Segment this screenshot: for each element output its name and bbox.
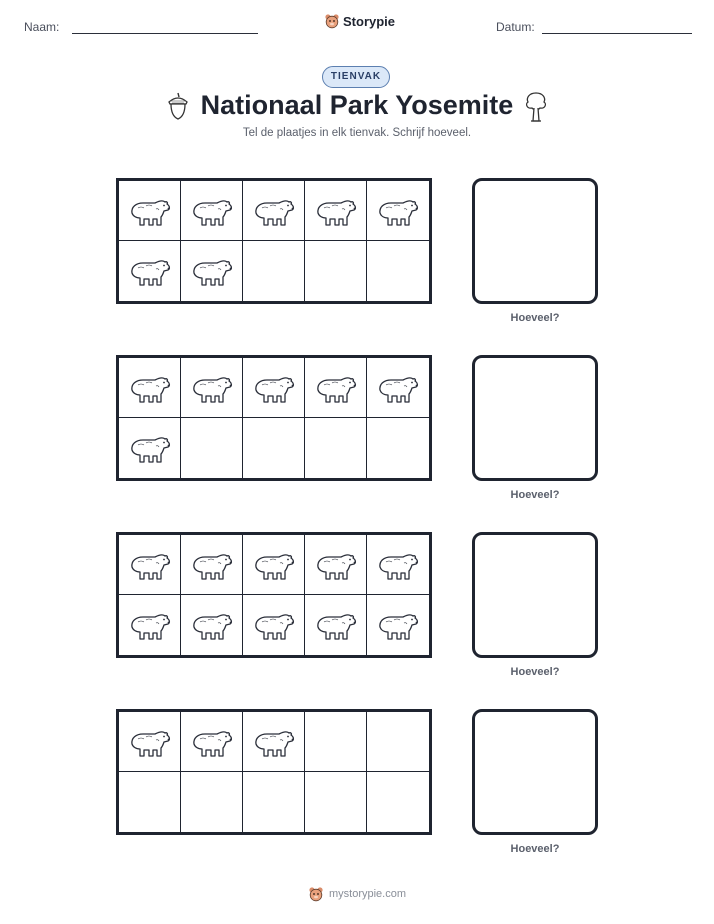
bear-icon (252, 607, 296, 643)
bear-icon (314, 547, 358, 583)
frame-cell (305, 181, 367, 241)
bear-icon (252, 193, 296, 229)
frame-cell (367, 595, 429, 655)
frame-cell (181, 241, 243, 301)
frame-cell (119, 535, 181, 595)
question-label: Hoeveel? (510, 312, 560, 324)
frame-cell (243, 535, 305, 595)
bear-icon (190, 724, 234, 760)
ten-frame (116, 178, 432, 304)
frame-cell (181, 358, 243, 418)
bear-icon (128, 370, 172, 406)
frame-cell (367, 535, 429, 595)
bear-icon (252, 724, 296, 760)
date-label: Datum: (496, 20, 535, 34)
bear-logo-icon (308, 886, 324, 902)
bear-icon (190, 253, 234, 289)
frame-cell (367, 181, 429, 241)
frame-cell (119, 181, 181, 241)
bear-icon (128, 193, 172, 229)
frame-cell (243, 358, 305, 418)
frame-cell (181, 181, 243, 241)
frame-cell (305, 712, 367, 772)
answer-box[interactable] (472, 709, 598, 835)
bear-icon (252, 370, 296, 406)
question-label: Hoeveel? (510, 843, 560, 855)
frame-cell (119, 772, 181, 832)
bear-icon (190, 370, 234, 406)
bear-icon (376, 607, 420, 643)
frame-cell (305, 772, 367, 832)
frame-cell (181, 772, 243, 832)
question-label: Hoeveel? (510, 489, 560, 501)
frame-cell (243, 181, 305, 241)
frame-cell (181, 712, 243, 772)
instructions: Tel de plaatjes in elk tienvak. Schrijf hoeveel. (242, 127, 472, 139)
ten-frame (116, 709, 432, 835)
bear-icon (314, 193, 358, 229)
frame-cell (305, 358, 367, 418)
answer-box[interactable] (472, 355, 598, 481)
bear-icon (314, 370, 358, 406)
frame-cell (243, 772, 305, 832)
frame-cell (305, 595, 367, 655)
bear-logo-icon (324, 13, 340, 29)
frame-cell (119, 712, 181, 772)
frame-cell (243, 712, 305, 772)
frame-cell (367, 772, 429, 832)
answer-box[interactable] (472, 178, 598, 304)
frame-cell (119, 241, 181, 301)
frame-cell (305, 418, 367, 478)
frame-cell (243, 418, 305, 478)
tree-icon (524, 91, 548, 123)
bear-icon (252, 547, 296, 583)
frame-cell (367, 358, 429, 418)
frame-cell (119, 595, 181, 655)
bear-icon (376, 193, 420, 229)
frame-cell (243, 595, 305, 655)
bear-icon (128, 724, 172, 760)
bear-icon (190, 607, 234, 643)
frame-cell (181, 535, 243, 595)
footer-url: mystorypie.com (329, 888, 407, 900)
brand-name: Storypie (343, 13, 396, 29)
bear-icon (314, 607, 358, 643)
frame-cell (367, 712, 429, 772)
bear-icon (128, 430, 172, 466)
frame-cell (181, 418, 243, 478)
page-title: Nationaal Park Yosemite (200, 90, 514, 120)
bear-icon (190, 547, 234, 583)
frame-cell (367, 418, 429, 478)
bear-icon (376, 547, 420, 583)
ten-frame (116, 355, 432, 481)
name-line[interactable] (72, 33, 258, 34)
frame-cell (119, 358, 181, 418)
date-line[interactable] (542, 33, 692, 34)
frame-cell (367, 241, 429, 301)
brand-logo (324, 13, 395, 29)
answer-box[interactable] (472, 532, 598, 658)
frame-cell (305, 241, 367, 301)
bear-icon (376, 370, 420, 406)
bear-icon (128, 253, 172, 289)
frame-cell (119, 418, 181, 478)
badge-tienvak: TIENVAK (322, 66, 390, 88)
footer (308, 886, 406, 902)
bear-icon (128, 607, 172, 643)
name-label: Naam: (24, 20, 60, 34)
bear-icon (128, 547, 172, 583)
frame-cell (181, 595, 243, 655)
bear-icon (190, 193, 234, 229)
frame-cell (243, 241, 305, 301)
question-label: Hoeveel? (510, 666, 560, 678)
frame-cell (305, 535, 367, 595)
ten-frame (116, 532, 432, 658)
